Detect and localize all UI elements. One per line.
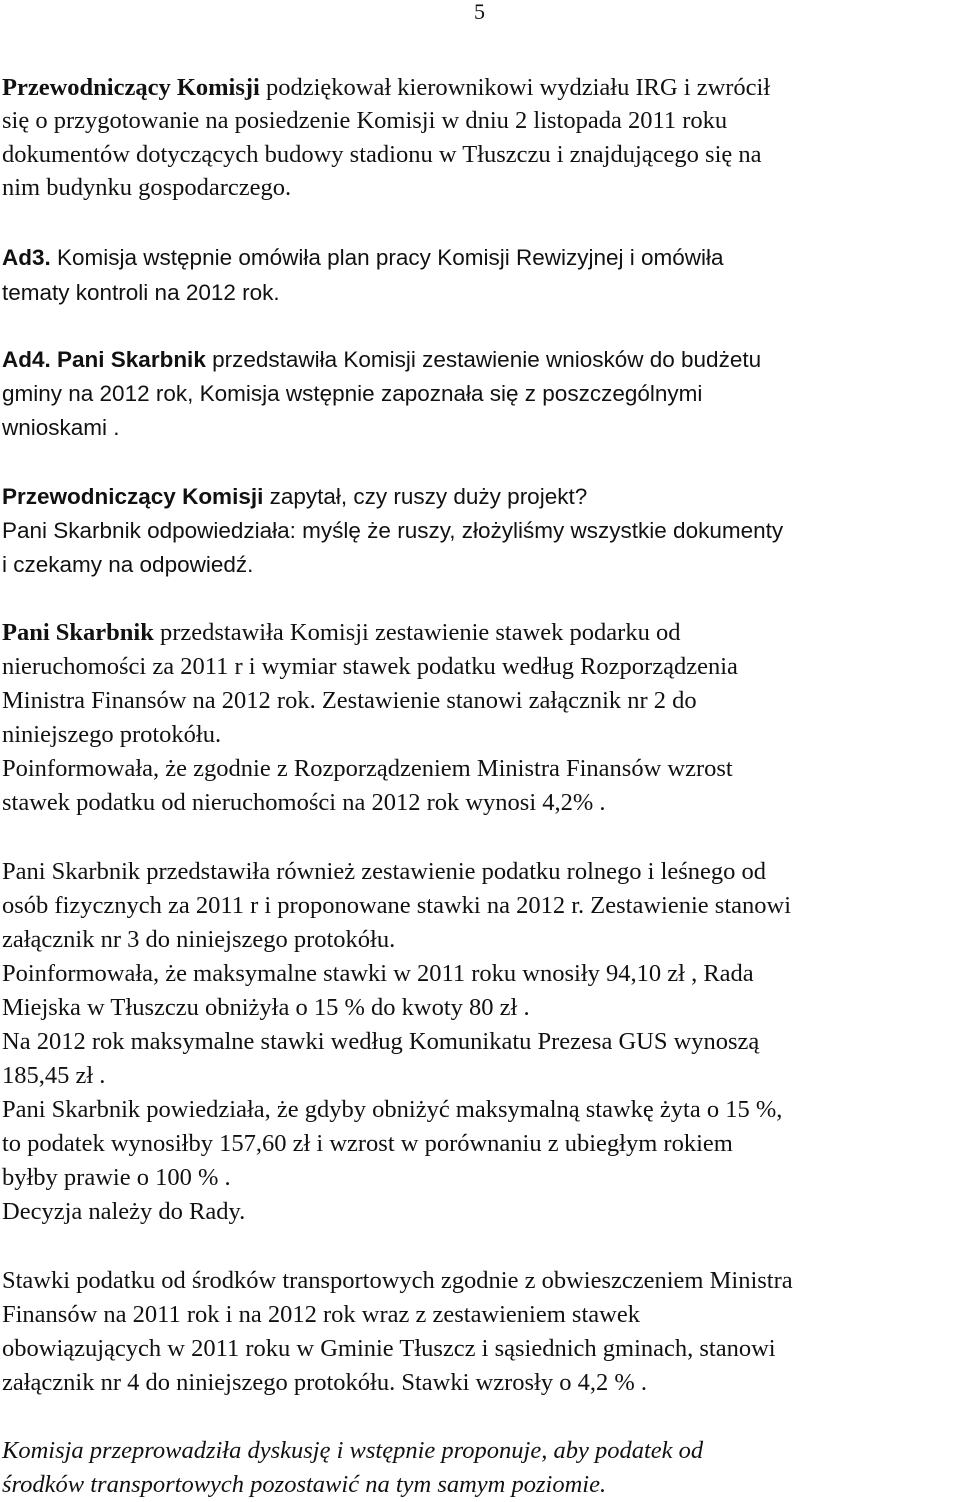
agenda-item-label: Ad4. <box>2 347 51 372</box>
speaker-name: Pani Skarbnik <box>2 619 154 646</box>
text-line: wnioskami . <box>2 415 120 440</box>
speaker-name: Przewodniczący Komisji <box>2 484 264 509</box>
text-line: Ministra Finansów na 2012 rok. Zestawienie stanowi załącznik nr 2 do <box>2 687 697 714</box>
text-line: Pani Skarbnik przedstawiła również zestawienie podatku rolnego i leśnego od <box>2 858 767 885</box>
agenda-item-label: Ad3. <box>2 245 51 270</box>
text-line: Miejska w Tłuszczu obniżyła o 15 % do kwoty 80 zł . <box>2 994 530 1021</box>
text-line: 185,45 zł . <box>2 1062 106 1089</box>
text-line: Finansów na 2011 rok i na 2012 rok wraz z zestawieniem stawek <box>2 1301 640 1328</box>
text-line: Stawki podatku od środków transportowych zgodnie z obwieszczeniem Ministra <box>2 1267 793 1294</box>
text-line: i czekamy na odpowiedź. <box>2 552 254 577</box>
text-line: osób fizycznych za 2011 r i proponowane stawki na 2012 r. Zestawienie stanowi <box>2 892 792 919</box>
text-line: Na 2012 rok maksymalne stawki według Komunikatu Prezesa GUS wynoszą <box>2 1028 760 1055</box>
text-line: stawek podatku od nieruchomości na 2012 rok wynosi 4,2% . <box>2 789 606 816</box>
text-line: gminy na 2012 rok, Komisja wstępnie zapoznała się z poszczególnymi <box>2 381 703 406</box>
text-line: Poinformowała, że maksymalne stawki w 2011 roku wnosiły 94,10 zł , Rada <box>2 960 754 987</box>
text-line: Decyzja należy do Rady. <box>2 1198 246 1225</box>
text-line: nim budynku gospodarczego. <box>2 174 292 201</box>
text-line: Pani Skarbnik odpowiedziała: myślę że ruszy, złożyliśmy wszystkie dokumenty <box>2 518 784 543</box>
text-line: Komisja przeprowadziła dyskusję i wstępnie proponuje, aby podatek od <box>2 1437 704 1464</box>
text-line: się o przygotowanie na posiedzenie Komisji w dniu 2 listopada 2011 roku <box>2 107 728 134</box>
text-line: dokumentów dotyczących budowy stadionu w Tłuszczu i znajdującego się na <box>2 141 762 168</box>
text-line: Ad3. Komisja wstępnie omówiła plan pracy Komisji Rewizyjnej i omówiła <box>2 245 724 270</box>
speaker-name: Przewodniczący Komisji <box>2 74 260 101</box>
text-line: załącznik nr 3 do niniejszego protokółu. <box>2 926 396 953</box>
text-line: załącznik nr 4 do niniejszego protokółu. Stawki wzrosły o 4,2 % . <box>2 1369 648 1396</box>
text-line: byłby prawie o 100 % . <box>2 1164 231 1191</box>
text-line: Pani Skarbnik powiedziała, że gdyby obniżyć maksymalną stawkę żyta o 15 %, <box>2 1096 783 1123</box>
text-line: Przewodniczący Komisji zapytał, czy ruszy duży projekt? <box>2 484 588 509</box>
text-line: obowiązujących w 2011 roku w Gminie Tłuszcz i sąsiednich gminach, stanowi <box>2 1335 776 1362</box>
text-line: Przewodniczący Komisji podziękował kierownikowi wydziału IRG i zwrócił <box>2 74 771 101</box>
speaker-name: Pani Skarbnik <box>50 347 206 372</box>
page-number: 5 <box>474 0 485 24</box>
text-line: tematy kontroli na 2012 rok. <box>2 280 280 305</box>
text-line: nieruchomości za 2011 r i wymiar stawek podatku według Rozporządzenia <box>2 653 738 680</box>
text-line: Pani Skarbnik przedstawiła Komisji zestawienie stawek podarku od <box>2 619 681 646</box>
text-line: środków transportowych pozostawić na tym samym poziomie. <box>2 1471 607 1498</box>
text-line: Ad4. Pani Skarbnik przedstawiła Komisji zestawienie wniosków do budżetu <box>2 347 762 372</box>
text-line: Poinformowała, że zgodnie z Rozporządzeniem Ministra Finansów wzrost <box>2 755 733 782</box>
text-line: niniejszego protokółu. <box>2 721 222 748</box>
text-line: to podatek wynosiłby 157,60 zł i wzrost w porównaniu z ubiegłym rokiem <box>2 1130 733 1157</box>
